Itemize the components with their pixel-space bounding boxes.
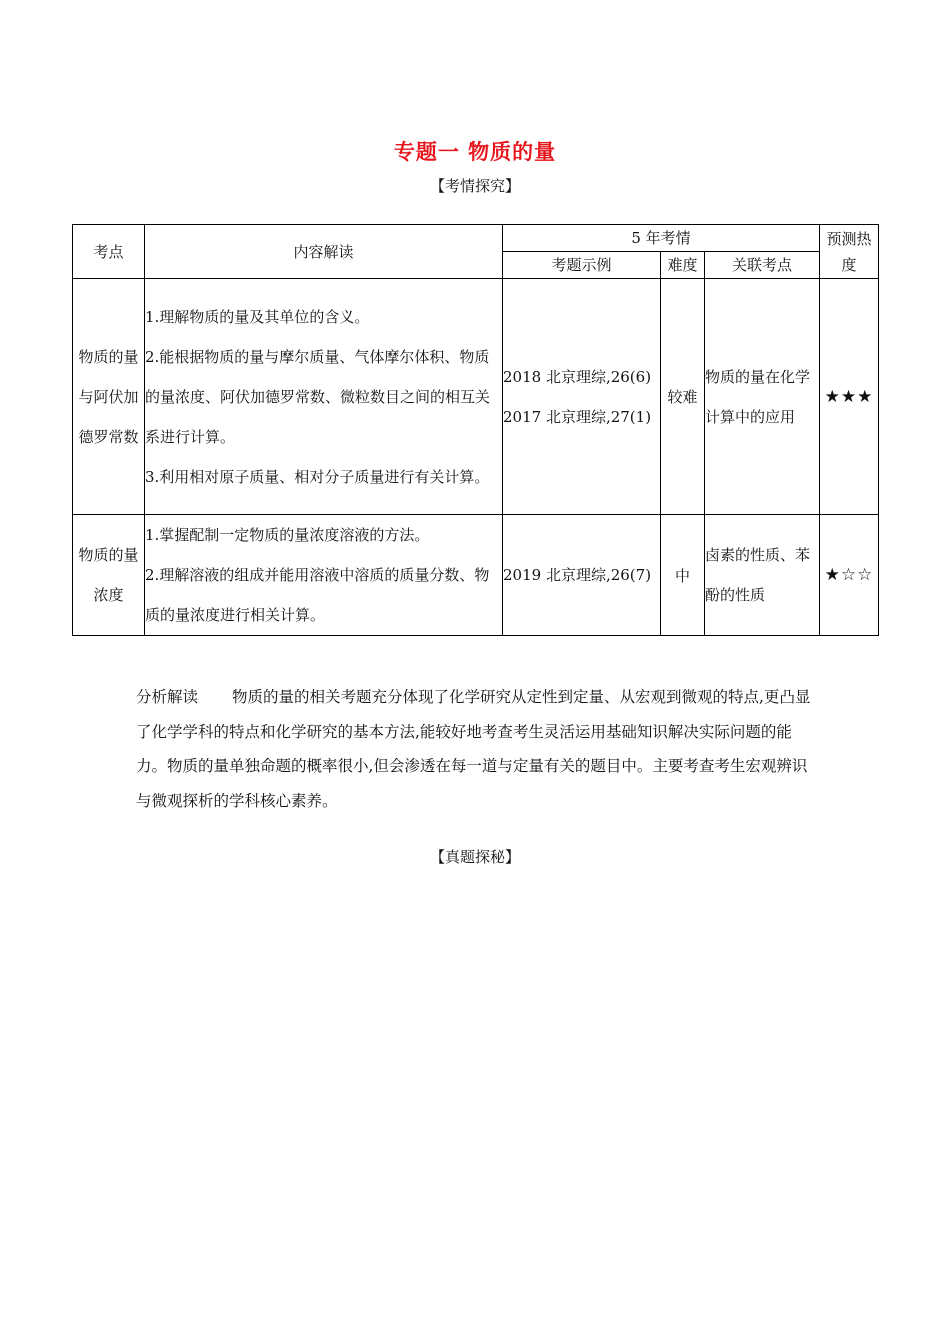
difficulty-cell: 较难 — [661, 279, 705, 515]
table-row — [73, 515, 879, 636]
section-heading-real-questions: 【真题探秘】 — [429, 848, 520, 866]
analysis-label: 分析解读 — [136, 688, 199, 706]
related-cell: 物质的量在化学计算中的应用 — [705, 279, 820, 515]
header-related: 关联考点 — [705, 252, 820, 279]
section-heading-exam-analysis: 【考情探究】 — [429, 177, 520, 195]
header-content: 内容解读 — [145, 225, 503, 279]
example-item: 2019 北京理综,26(7) — [503, 566, 652, 584]
content-item: 2.理解溶液的组成并能用溶液中溶质的质量分数、物质的量浓度进行相关计算。 — [145, 566, 490, 624]
content-cell — [145, 515, 503, 636]
example-item: 2018 北京理综,26(6) — [503, 367, 652, 386]
table-row — [73, 279, 879, 515]
exam-analysis-table — [72, 224, 879, 636]
difficulty-cell: 中 — [661, 515, 705, 636]
example-cell — [503, 279, 661, 515]
related-cell: 卤素的性质、苯酚的性质 — [705, 515, 820, 636]
topic-cell: 物质的量与阿伏加德罗常数 — [73, 279, 145, 515]
header-five-year: 5 年考情 — [503, 225, 820, 252]
analysis-text: 物质的量的相关考题充分体现了化学研究从定性到定量、从宏观到微观的特点,更凸显了化学学科的特点和化学研究的基本方法,能较好地考查考生灵活运用基础知识解决实际问题的能力。物质的量单独命题的概率很小,但会渗透在每一道与定量有关的题目中。主要考查考生宏观辨识与微观探析的学科核心素养。 — [136, 688, 811, 810]
example-item: 2017 北京理综,27(1) — [503, 407, 652, 426]
example-cell — [503, 515, 661, 636]
heat-rating: ★★★ — [820, 279, 879, 515]
content-item: 1.理解物质的量及其单位的含义。 — [145, 307, 370, 326]
page-title: 专题一 物质的量 — [393, 140, 557, 164]
header-heat: 预测热度 — [820, 225, 879, 279]
header-difficulty: 难度 — [661, 252, 705, 279]
content-item: 2.能根据物质的量与摩尔质量、气体摩尔体积、物质的量浓度、阿伏加德罗常数、微粒数目之间的相互关系进行计算。 — [145, 347, 491, 446]
header-example: 考题示例 — [503, 252, 661, 279]
header-topic: 考点 — [73, 225, 145, 279]
content-cell — [145, 279, 503, 515]
content-item: 1.掌握配制一定物质的量浓度溶液的方法。 — [145, 526, 430, 544]
topic-cell: 物质的量浓度 — [73, 515, 145, 636]
analysis-paragraph — [136, 680, 816, 818]
heat-rating: ★☆☆ — [820, 515, 879, 636]
content-item: 3.利用相对原子质量、相对分子质量进行有关计算。 — [145, 467, 490, 486]
